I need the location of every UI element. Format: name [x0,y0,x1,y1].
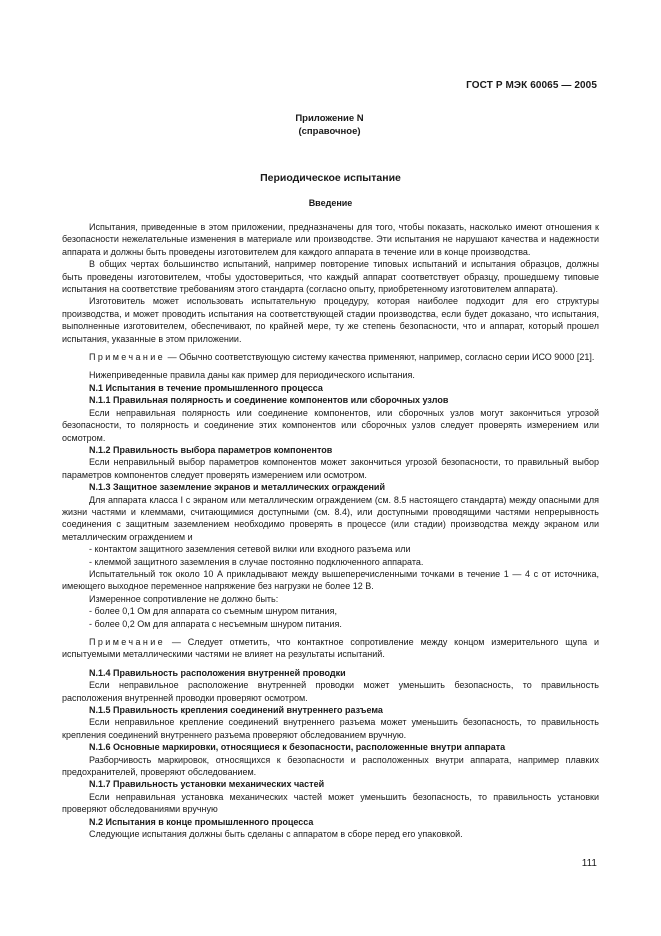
list-item: - более 0,2 Ом для аппарата с несъемным шнуром питания. [89,618,342,629]
appendix-heading [0,112,661,138]
list-item: - контактом защитного заземления сетевой вилки или входного разъема или [89,544,411,555]
note-paragraph [62,351,599,363]
section-text: Если неправильное крепление соединений внутреннего разъема может уменьшить безопасность, то правильность крепления соединений внутреннего разъема проверяют обследованием вручную. [62,717,599,740]
note-label: Примечание [89,637,166,647]
page-title: Периодическое испытание [260,172,401,184]
section-heading: N.1.7 Правильность установки механических частей [89,779,325,790]
section-text: Измеренное сопротивление не должно быть: [89,593,279,604]
section-text: Следующие испытания должны быть сделаны с аппаратом в сборе перед его упаковкой. [89,829,463,840]
section-text: Если неправильная установка механических частей может уменьшить безопасность, то правильность установки проверяют обследованиями вручную [62,791,599,815]
list-item: - более 0,1 Ом для аппарата со съемным шнуром питания, [89,606,338,617]
section-heading: N.1.4 Правильность расположения внутренней проводки [89,667,346,678]
section-text: Если неправильная полярность или соединение компонентов, или сборочных узлов могут закончиться угрозой безопасности, то полярность и соединение этих компонентов или сборочных узлов следует проверять измерением или осмотром. [62,407,599,443]
document-body [62,221,599,841]
section-text: Испытательный ток около 10 А прикладывают между вышеперечисленными точками в течение 1 — 4 с от источника, имеющего выходное переменное напряжение без нагрузки не более 12 В. [62,568,599,592]
section-text: Разборчивость маркировок, относящихся к безопасности и расположенных внутри аппарата, например плавких предохранителей, проверяют обследованием. [62,754,599,778]
section-heading: N.2 Испытания в конце промышленного процесса [89,816,314,827]
section-text: Для аппарата класса I с экраном или металлическим ограждением (см. 8.5 настоящего стандарта) между опасными для жизни частями и клеммами, считающимися доступными (см. 8.4), или доступными проводящими частями непрерывность соединения с защитным заземлением необходимо проверять в процессе (или стадии) производства между экраном или металлическим ограждением и [62,494,599,542]
note-text: — Следует отметить, что контактное сопротивление между концом измерительного щупа и испытуемыми металлическими частями не влияет на результаты испытаний. [62,637,599,660]
page-number: 111 [581,857,597,869]
list-item: - клеммой защитного заземления в случае постоянно подключенного аппарата. [89,556,424,567]
note-paragraph [62,636,599,661]
section-text: Если неправильное расположение внутренней проводки может уменьшить безопасность, то правильность расположения внутренней проводки проверяют осмотром. [62,680,599,703]
appendix-label: Приложение N [295,113,364,124]
note-text: — Обычно соответствующую систему качества применяют, например, согласно серии ИСО 9000 [21]. [165,352,595,363]
section-heading: N.1.1 Правильная полярность и соединение компонентов или сборочных узлов [89,395,449,406]
intro-paragraph: В общих чертах большинство испытаний, например повторение типовых испытаний и испытания образцов, должны быть проведены изготовителем, чтобы удостовериться, что каждый аппарат соответствует образцу, прошедшему типовые испытания на соответствие требованиям этого стандарта (согласно опыту, приобретенному изготовителем аппарата). [62,259,599,295]
appendix-type: (справочное) [298,126,361,137]
intro-paragraph: Испытания, приведенные в этом приложении, предназначены для того, чтобы показать, насколько имеют отношения к безопасности нежелательные изменения в материале или производстве. Эти испытания не нарушают качества и надежности аппарата и должны быть проведены изготовителем для каждого аппарата в течение или в конце производства. [62,222,599,257]
section-heading: N.1.3 Защитное заземление экранов и металлических ограждений [89,482,385,493]
section-heading: N.1.2 Правильность выбора параметров компонентов [89,444,333,455]
section-text: Если неправильный выбор параметров компонентов может закончиться угрозой безопасности, то правильный выбор параметров компонентов следует проверять измерением или осмотром. [62,457,599,480]
section-heading: N.1.5 Правильность крепления соединений внутреннего разъема [89,705,383,716]
intro-paragraph: Изготовитель может использовать испытательную процедуру, которая наиболее подходит для его структуры производства, и может проводить испытания на соответствующей стадии производства, если будет доказано, что испытания, выполненные изготовителем, обеспечивают, по крайней мере, ту же степень безопасности, что и аппарат, который прошел испытания, указанные в этом приложении. [62,296,599,344]
section-heading: N.1 Испытания в течение промышленного процесса [89,382,323,393]
section-subtitle: Введение [308,198,353,208]
note-label: Примечание [89,352,166,363]
rules-intro: Нижеприведенные правила даны как пример для периодического испытания. [89,370,415,381]
section-heading: N.1.6 Основные маркировки, относящиеся к безопасности, расположенные внутри аппарата [89,742,506,753]
standard-header: ГОСТ Р МЭК 60065 — 2005 [466,80,597,91]
